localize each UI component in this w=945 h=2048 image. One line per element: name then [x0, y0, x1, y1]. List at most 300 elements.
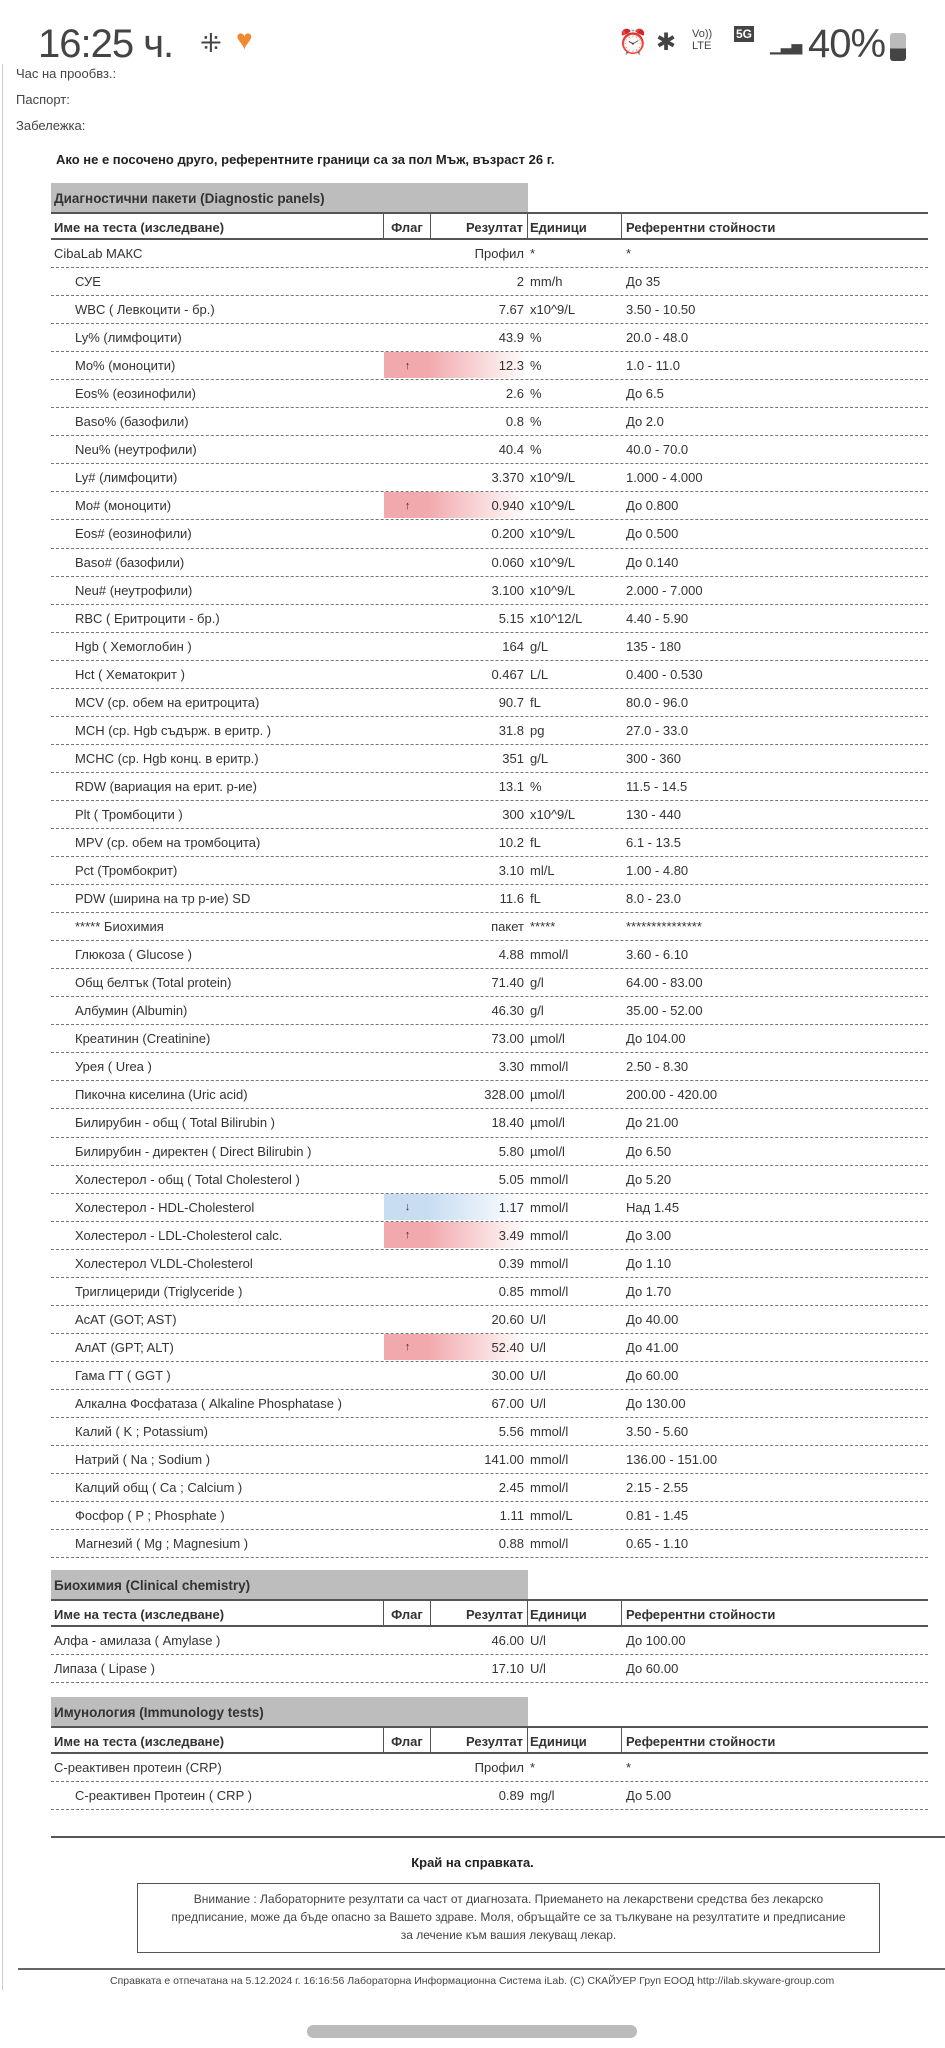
test-reference: 80.0 - 96.0 — [626, 694, 689, 710]
test-reference: 130 - 440 — [626, 806, 681, 822]
test-reference: До 1.10 — [626, 1255, 672, 1271]
test-reference: 300 - 360 — [626, 750, 681, 766]
test-result: 7.67 — [498, 302, 524, 318]
test-reference: 3.50 - 5.60 — [626, 1423, 689, 1439]
table-row — [51, 661, 928, 689]
test-result: 5.80 — [498, 1143, 524, 1159]
alarm-icon: ⏰ — [618, 29, 648, 56]
home-indicator[interactable] — [307, 2025, 637, 2038]
test-name: C-реактивен протеин (CRP) — [54, 1760, 222, 1776]
test-reference: 135 - 180 — [626, 638, 681, 654]
test-result: Профил — [474, 246, 524, 262]
test-unit: x10^9/L — [530, 806, 576, 822]
test-unit: fL — [530, 835, 541, 850]
test-name: PDW (ширина на тр р-ие) SD — [75, 891, 251, 907]
test-unit: µmol/l — [530, 1031, 565, 1047]
test-result: 2.45 — [498, 1480, 524, 1496]
test-unit: mmol/l — [530, 947, 569, 963]
test-result: 0.39 — [498, 1255, 524, 1271]
test-result: 46.00 — [491, 1633, 524, 1649]
test-unit: µmol/l — [530, 1143, 565, 1159]
end-of-report: Край на справката. — [411, 1855, 534, 1870]
sample-time-label: Час на прообвз.: — [16, 66, 117, 81]
table-row — [51, 857, 928, 885]
test-result: 2 — [516, 274, 524, 290]
results-section — [51, 1697, 928, 1810]
test-name: Креатинин (Creatinine) — [75, 1031, 211, 1047]
test-name: Ly% (лимфоцити) — [75, 330, 182, 346]
test-result: 1.11 — [499, 1508, 524, 1524]
test-unit: mmol/l — [530, 1452, 569, 1468]
test-reference: До 130.00 — [626, 1395, 686, 1411]
test-reference: 6.1 - 13.5 — [626, 835, 681, 850]
table-row — [51, 829, 928, 857]
note-label: Забележка: — [16, 118, 86, 133]
test-name: Hgb ( Хемоглобин ) — [75, 638, 192, 654]
warning-box: Внимание : Лабораторните резултати са част от диагнозата. Приемането на лекарствени средства без лекарско предписание, може да бъде опасно за Вашето здраве. Моля, обръщайте се за тълкуване на резултатите и предписание за лечение към вашия лекуващ лекар. — [137, 1883, 880, 1953]
divider — [18, 1968, 945, 1970]
table-row — [51, 1025, 928, 1053]
table-row — [51, 1081, 928, 1109]
test-result: 67.00 — [491, 1395, 524, 1411]
status-time: 16:25 ч. — [38, 22, 174, 66]
battery-icon — [890, 33, 906, 61]
table-row — [51, 1362, 928, 1390]
test-result: 5.15 — [498, 610, 524, 626]
test-reference: До 0.140 — [626, 554, 679, 570]
test-name: WBC ( Левкоцити - бр.) — [75, 302, 215, 318]
test-unit: mmol/L — [530, 1508, 573, 1524]
test-name: Neu% (неутрофили) — [75, 442, 197, 458]
table-row — [51, 549, 928, 577]
test-name: Магнезий ( Mg ; Magnesium ) — [75, 1536, 249, 1552]
test-reference: 4.40 - 5.90 — [626, 610, 689, 626]
test-unit: * — [530, 246, 536, 262]
test-unit: ***** — [530, 919, 556, 935]
test-name: Триглицериди (Triglyceride ) — [75, 1283, 243, 1299]
table-row — [51, 1334, 928, 1362]
table-row — [51, 1306, 928, 1334]
test-result: 0.200 — [491, 526, 524, 542]
test-result: 46.30 — [491, 1003, 524, 1019]
test-unit: % — [530, 414, 542, 430]
test-reference: До 21.00 — [626, 1115, 679, 1131]
test-unit: mmol/l — [530, 1480, 569, 1496]
test-reference: До 104.00 — [626, 1031, 686, 1047]
table-row — [51, 773, 928, 801]
test-name: RDW (вариация на ерит. р-ие) — [75, 778, 257, 794]
test-reference: До 100.00 — [626, 1633, 686, 1649]
test-name: Глюкоза ( Glucose ) — [75, 947, 192, 963]
test-name: Фосфор ( P ; Phosphate ) — [75, 1508, 225, 1524]
col-flag-header: Флаг — [384, 1601, 431, 1625]
table-header — [51, 1726, 928, 1754]
test-name: ***** Биохимия — [75, 919, 164, 935]
test-name: Mo% (моноцити) — [75, 358, 176, 374]
test-result: 0.85 — [498, 1283, 524, 1299]
test-reference: 200.00 - 420.00 — [626, 1087, 718, 1103]
test-reference: До 1.70 — [626, 1283, 672, 1299]
test-result: 300 — [502, 806, 524, 822]
col-units-header: Единици — [528, 214, 622, 238]
test-unit: µmol/l — [530, 1115, 565, 1131]
test-unit: U/l — [530, 1661, 546, 1677]
col-result-header: Резултат — [431, 1728, 528, 1752]
table-row — [51, 1754, 928, 1782]
col-ref-header: Референтни стойности — [626, 1607, 776, 1622]
test-name: Алкална Фосфатаза ( Alkaline Phosphatase ) — [75, 1395, 342, 1411]
table-row — [51, 1655, 928, 1683]
test-reference: Над 1.45 — [626, 1199, 680, 1215]
test-name: Натрий ( Na ; Sodium ) — [75, 1452, 211, 1468]
table-row — [51, 324, 928, 352]
flag-arrow-icon: ↓ — [404, 1201, 411, 1214]
test-result: 0.88 — [498, 1536, 524, 1552]
test-name: Урея ( Urea ) — [75, 1059, 152, 1075]
test-name: MPV (ср. обем на тромбоцита) — [75, 835, 261, 850]
test-result: 17.10 — [491, 1661, 524, 1677]
test-reference: До 60.00 — [626, 1367, 679, 1383]
bluetooth-icon: ✱ — [656, 29, 677, 56]
test-unit: fL — [530, 694, 541, 710]
test-result: 1.17 — [498, 1199, 524, 1215]
table-row — [51, 1474, 928, 1502]
test-result: Профил — [474, 1760, 524, 1776]
test-name: Алфа - амилаза ( Amylase ) — [54, 1633, 221, 1649]
test-name: Baso% (базофили) — [75, 414, 189, 430]
test-reference: 20.0 - 48.0 — [626, 330, 689, 346]
test-unit: * — [530, 1760, 536, 1776]
test-result: 10.2 — [498, 835, 524, 850]
test-name: Липаза ( Lipase ) — [54, 1661, 155, 1677]
table-row — [51, 492, 928, 520]
battery-percent: 40% — [808, 22, 886, 66]
test-unit: mg/l — [530, 1788, 555, 1804]
test-name: Pct (Тромбокрит) — [75, 863, 178, 879]
table-row — [51, 520, 928, 548]
table-row — [51, 1530, 928, 1558]
volte-icon: Vo)) LTE — [692, 28, 713, 52]
print-footer: Справката е отпечатана на 5.12.2024 г. 16:16:56 Лабораторна Информационна Система iLab. (C) СКАЙУЕР Груп ЕООД http://ilab.skyware-group.com — [110, 1975, 835, 1987]
test-reference: 27.0 - 33.0 — [626, 722, 689, 738]
test-result: 0.89 — [498, 1788, 524, 1804]
test-result: 0.060 — [491, 554, 524, 570]
test-unit: pg — [530, 722, 545, 738]
test-reference: До 0.800 — [626, 498, 679, 514]
test-result: 30.00 — [491, 1367, 524, 1383]
test-result: 12.3 — [498, 358, 524, 374]
test-name: Холестерол VLDL-Cholesterol — [75, 1255, 253, 1271]
test-name: Baso# (базофили) — [75, 554, 185, 570]
test-unit: mm/h — [530, 274, 563, 290]
test-reference: 136.00 - 151.00 — [626, 1452, 718, 1468]
test-result: 31.8 — [498, 722, 524, 738]
test-name: АсАТ (GOT; AST) — [75, 1311, 177, 1327]
test-unit: % — [530, 330, 542, 346]
col-name-header: Име на теста (изследване) — [51, 214, 384, 238]
test-unit: x10^9/L — [530, 498, 576, 514]
table-row — [51, 380, 928, 408]
test-unit: L/L — [530, 666, 549, 682]
flag-arrow-icon: ↑ — [404, 359, 411, 372]
test-result: 3.100 — [491, 582, 524, 598]
test-reference: До 6.5 — [626, 386, 664, 402]
table-row — [51, 1194, 928, 1222]
test-unit: g/l — [530, 975, 544, 991]
test-unit: % — [530, 442, 542, 458]
test-unit: mmol/l — [530, 1171, 569, 1187]
test-name: C-реактивен Протеин ( CRP ) — [75, 1788, 252, 1804]
test-unit: mmol/l — [530, 1199, 569, 1215]
test-unit: g/L — [530, 638, 549, 654]
table-row — [51, 436, 928, 464]
table-row — [51, 689, 928, 717]
signal-icon: ▁▃▅ — [770, 38, 803, 54]
test-name: MCV (ср. обем на еритроцита) — [75, 694, 260, 710]
col-name-header: Име на теста (изследване) — [51, 1601, 384, 1625]
test-result: 11.6 — [499, 891, 524, 907]
test-name: Ly# (лимфоцити) — [75, 470, 178, 486]
page-border — [2, 60, 3, 1990]
test-result: 0.8 — [505, 414, 524, 430]
test-reference: * — [626, 246, 632, 262]
table-row — [51, 913, 928, 941]
test-result: 40.4 — [498, 442, 524, 458]
test-reference: 3.50 - 10.50 — [626, 302, 696, 318]
col-name-header: Име на теста (изследване) — [51, 1728, 384, 1752]
table-row — [51, 268, 928, 296]
test-unit: U/l — [530, 1633, 546, 1649]
test-reference: До 6.50 — [626, 1143, 672, 1159]
test-reference: 0.81 - 1.45 — [626, 1508, 689, 1524]
test-reference: До 5.20 — [626, 1171, 672, 1187]
test-result: пакет — [491, 919, 524, 935]
test-reference: До 60.00 — [626, 1661, 679, 1677]
test-unit: U/l — [530, 1339, 546, 1355]
test-name: АлАТ (GPT; ALT) — [75, 1339, 174, 1355]
test-name: Mo# (моноцити) — [75, 498, 172, 514]
test-unit: x10^9/L — [530, 582, 576, 598]
test-reference: До 0.500 — [626, 526, 679, 542]
test-result: 43.9 — [498, 330, 524, 346]
table-row — [51, 1250, 928, 1278]
test-name: Neu# (неутрофили) — [75, 582, 193, 598]
test-name: Билирубин - общ ( Total Bilirubin ) — [75, 1115, 275, 1131]
table-row — [51, 717, 928, 745]
col-result-header: Резултат — [431, 1601, 528, 1625]
test-reference: *************** — [626, 919, 702, 935]
table-row — [51, 633, 928, 661]
table-row — [51, 1222, 928, 1250]
table-row — [51, 1278, 928, 1306]
test-reference: 3.60 - 6.10 — [626, 947, 689, 963]
test-result: 13.1 — [498, 778, 524, 794]
heart-app-icon: ♥ — [236, 24, 253, 55]
test-name: CibaLab МАКС — [54, 246, 143, 262]
divider — [51, 1836, 945, 1838]
reference-note: Ако не е посочено друго, референтните граници са за пол Мъж, възраст 26 г. — [56, 152, 555, 167]
test-reference: 2.50 - 8.30 — [626, 1059, 689, 1075]
table-row — [51, 1166, 928, 1194]
test-reference: 11.5 - 14.5 — [626, 778, 688, 794]
test-unit: mmol/l — [530, 1536, 569, 1552]
test-reference: 64.00 - 83.00 — [626, 975, 703, 991]
table-row — [51, 408, 928, 436]
table-header — [51, 1599, 928, 1627]
test-name: Калий ( K ; Potassium) — [75, 1423, 208, 1439]
test-unit: mmol/l — [530, 1283, 569, 1299]
test-unit: U/l — [530, 1311, 546, 1327]
table-row — [51, 240, 928, 268]
test-name: RBC ( Еритроцити - бр.) — [75, 610, 220, 626]
test-reference: 1.000 - 4.000 — [626, 470, 703, 486]
col-result-header: Резултат — [431, 214, 528, 238]
table-row — [51, 1390, 928, 1418]
test-unit: g/L — [530, 750, 549, 766]
test-name: Eos# (еозинофили) — [75, 526, 192, 542]
results-section — [51, 183, 928, 1558]
test-result: 0.467 — [491, 666, 524, 682]
col-units-header: Единици — [528, 1728, 622, 1752]
section-title: Биохимия (Clinical chemistry) — [51, 1570, 528, 1599]
test-unit: U/l — [530, 1367, 546, 1383]
table-row — [51, 801, 928, 829]
test-result: 52.40 — [491, 1339, 524, 1355]
slack-icon: ⁜ — [200, 28, 222, 58]
test-result: 3.49 — [498, 1227, 524, 1243]
test-reference: До 41.00 — [626, 1339, 679, 1355]
test-reference: 0.400 - 0.530 — [626, 666, 703, 682]
table-row — [51, 1782, 928, 1810]
test-reference: 1.00 - 4.80 — [626, 863, 689, 879]
flag-arrow-icon: ↑ — [404, 499, 411, 512]
test-name: Холестерол - LDL-Cholesterol calc. — [75, 1227, 283, 1243]
table-row — [51, 969, 928, 997]
test-result: 351 — [502, 750, 524, 766]
test-reference: До 2.0 — [626, 414, 664, 430]
test-name: Eos% (еозинофили) — [75, 386, 196, 402]
table-header — [51, 212, 928, 240]
table-row — [51, 1446, 928, 1474]
test-unit: % — [530, 358, 542, 374]
test-name: Hct ( Хематокрит ) — [75, 666, 185, 682]
test-result: 90.7 — [498, 694, 524, 710]
test-reference: 35.00 - 52.00 — [626, 1003, 703, 1019]
test-name: Холестерол - общ ( Total Cholesterol ) — [75, 1171, 300, 1187]
table-row — [51, 745, 928, 773]
table-row — [51, 1502, 928, 1530]
test-unit: mmol/l — [530, 1255, 569, 1271]
test-result: 5.05 — [498, 1171, 524, 1187]
col-ref-header: Референтни стойности — [626, 220, 776, 235]
test-reference: До 40.00 — [626, 1311, 679, 1327]
table-row — [51, 1418, 928, 1446]
test-result: 2.6 — [505, 386, 524, 402]
table-row — [51, 997, 928, 1025]
test-name: Албумин (Albumin) — [75, 1003, 188, 1019]
test-unit: mmol/l — [530, 1059, 569, 1075]
test-reference: 2.000 - 7.000 — [626, 582, 703, 598]
test-unit: ml/L — [530, 863, 555, 879]
test-name: Plt ( Тромбоцити ) — [75, 806, 183, 822]
test-reference: До 5.00 — [626, 1788, 672, 1804]
test-name: Общ белтък (Total protein) — [75, 975, 232, 991]
table-row — [51, 1109, 928, 1137]
test-result: 73.00 — [491, 1031, 524, 1047]
test-name: MCHC (ср. Hgb конц. в еритр.) — [75, 750, 259, 766]
section-title: Диагностични пакети (Diagnostic panels) — [51, 183, 528, 212]
flag-arrow-icon: ↑ — [404, 1341, 411, 1354]
test-result: 71.40 — [491, 975, 524, 991]
col-units-header: Единици — [528, 1601, 622, 1625]
table-row — [51, 1627, 928, 1655]
table-row — [51, 941, 928, 969]
test-name: Билирубин - директен ( Direct Bilirubin ) — [75, 1143, 312, 1159]
test-reference: 1.0 - 11.0 — [626, 358, 680, 374]
test-name: Холестерол - HDL-Cholesterol — [75, 1199, 255, 1215]
test-unit: mmol/l — [530, 1423, 569, 1439]
table-row — [51, 1138, 928, 1166]
test-result: 20.60 — [491, 1311, 524, 1327]
test-unit: µmol/l — [530, 1087, 565, 1103]
test-result: 328.00 — [484, 1087, 524, 1103]
table-row — [51, 577, 928, 605]
section-title: Имунология (Immunology tests) — [51, 1697, 528, 1726]
test-result: 3.370 — [491, 470, 524, 486]
test-unit: mmol/l — [530, 1227, 569, 1243]
test-unit: g/l — [530, 1003, 544, 1019]
test-reference: 8.0 - 23.0 — [626, 891, 681, 907]
test-result: 3.10 — [498, 863, 524, 879]
test-reference: 2.15 - 2.55 — [626, 1480, 689, 1496]
test-unit: x10^9/L — [530, 470, 576, 486]
test-unit: x10^9/L — [530, 526, 576, 542]
table-row — [51, 296, 928, 324]
table-row — [51, 605, 928, 633]
test-reference: До 35 — [626, 274, 661, 290]
5g-icon: 5G — [736, 27, 753, 41]
results-section — [51, 1570, 928, 1683]
table-row — [51, 352, 928, 380]
passport-label: Паспорт: — [16, 92, 70, 107]
test-result: 141.00 — [484, 1452, 524, 1468]
test-result: 3.30 — [498, 1059, 524, 1075]
test-name: СУЕ — [75, 274, 101, 290]
test-name: Гама ГТ ( GGT ) — [75, 1367, 171, 1383]
test-unit: % — [530, 778, 542, 794]
test-name: MCH (ср. Hgb съдърж. в еритр. ) — [75, 722, 272, 738]
test-result: 18.40 — [491, 1115, 524, 1131]
col-flag-header: Флаг — [384, 1728, 431, 1752]
table-row — [51, 1053, 928, 1081]
test-reference: * — [626, 1760, 632, 1776]
test-result: 164 — [502, 638, 524, 654]
test-reference: До 3.00 — [626, 1227, 672, 1243]
flag-arrow-icon: ↑ — [404, 1229, 411, 1242]
col-flag-header: Флаг — [384, 214, 431, 238]
test-name: Пикочна киселина (Uric acid) — [75, 1087, 248, 1103]
test-reference: 40.0 - 70.0 — [626, 442, 689, 458]
status-bar — [0, 0, 945, 64]
test-result: 0.940 — [491, 498, 524, 514]
test-reference: 0.65 - 1.10 — [626, 1536, 689, 1552]
test-unit: x10^12/L — [530, 610, 583, 626]
table-row — [51, 464, 928, 492]
test-unit: U/l — [530, 1395, 546, 1411]
test-unit: fL — [530, 891, 541, 907]
test-name: Калций общ ( Ca ; Calcium ) — [75, 1480, 243, 1496]
col-ref-header: Референтни стойности — [626, 1734, 776, 1749]
